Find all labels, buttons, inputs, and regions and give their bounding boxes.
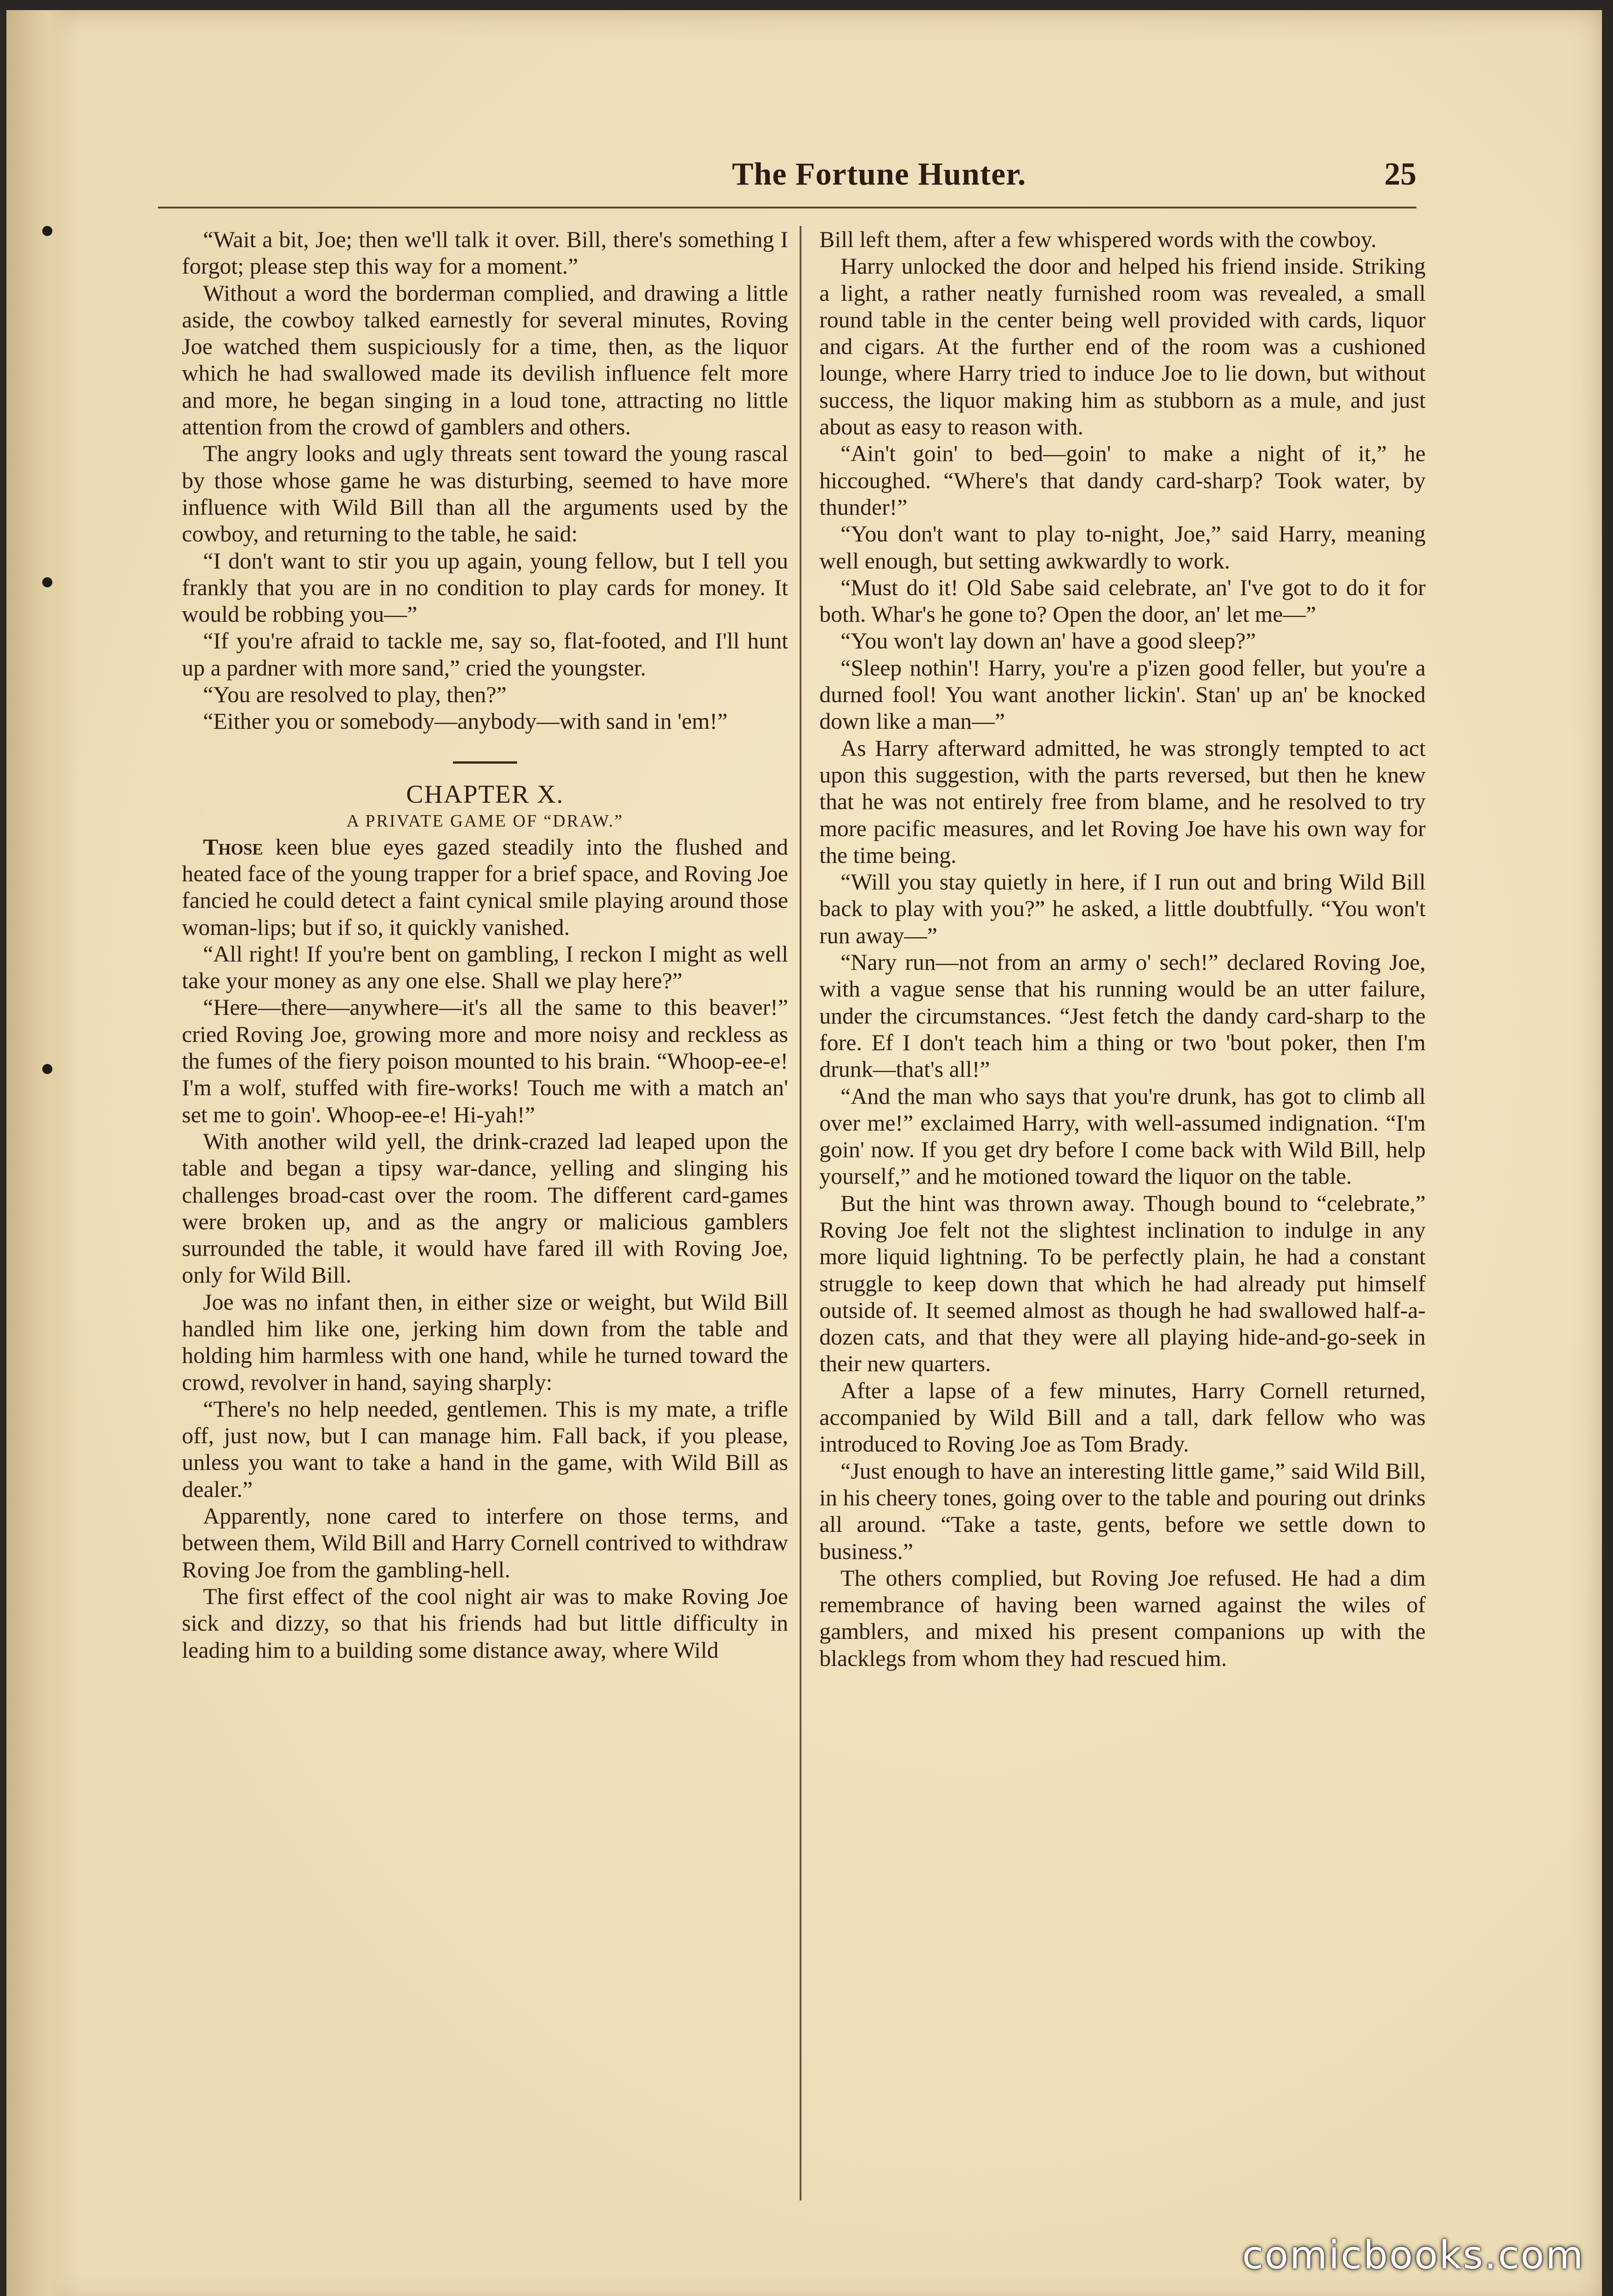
paragraph: “There's no help needed, gentlemen. This is my mate, a trifle off, just now, but I can manage him. Fall back, if you please, unless you want to take a hand in the game, with Wild Bill as dealer.” [182,1396,788,1502]
paragraph: But the hint was thrown away. Though bound to “celebrate,” Roving Joe felt not the slightest inclination to indulge in any more liquid lightning. To be perfectly plain, he had a constant struggle to keep down that which he had already put himself outside of. It seemed almost as though he had swallowed half-a-dozen cats, and that they were all playing hide-and-go-seek in their new quarters. [819,1190,1426,1377]
paragraph: Apparently, none cared to interfere on those terms, and between them, Wild Bill and Harry Cornell contrived to withdraw Roving Joe from the gambling-hell. [182,1503,788,1582]
paragraph: “You won't lay down an' have a good sleep?” [840,628,1256,654]
binding-hole [42,226,52,236]
running-title: The Fortune Hunter. [732,157,1026,192]
paragraph: The angry looks and ugly threats sent toward the young rascal by those whose game he was disturbing, seemed to have more influence with Wild Bill than all the arguments used by the cowboy, and returning to the table, he said: [182,440,788,547]
chapter-rule [453,761,517,764]
paragraph: Joe was no infant then, in either size or weight, but Wild Bill handled him like one, jerking him down from the table and holding him harmless with one hand, while he turned toward the crowd, revolver in hand, saying sharply: [182,1289,788,1395]
paragraph: “Here—there—anywhere—it's all the same to this beaver!” cried Roving Joe, growing more and more noisy and reckless as the fumes of the fiery poison mounted to his brain. “Whoop-ee-e! I'm a wolf, stuffed with fire-works! Touch me with a match an' set me to goin'. Whoop-ee-e! Hi-yah!” [182,994,788,1127]
chapter-opening-text: keen blue eyes gazed steadily into the flushed and heated face of the young trapper for a brief space, and Roving Joe fancied he could detect a faint cynical smile playing around those woman-lips; but if so, it quickly vanished. [182,833,788,940]
paragraph: “Either you or somebody—anybody—with sand in 'em!” [203,708,728,734]
page-number: 25 [1384,157,1416,192]
book-page [6,10,1602,2296]
paragraph: Harry unlocked the door and helped his friend inside. Striking a light, a rather neatly furnished room was revealed, a small round table in the center being well provided with cards, liquor and cigars. At the further end of the room was a cushioned lounge, where Harry tried to induce Joe to lie down, but without success, the liquor making him as stubborn as a mule, and just about as easy to reason with. [819,253,1426,440]
paragraph: “I don't want to stir you up again, young fellow, but I tell you frankly that you are in no condition to play cards for money. It would be robbing you—” [182,547,788,627]
paragraph: “Sleep nothin'! Harry, you're a p'izen good feller, but you're a durned fool! You want another lickin'. Stan' up an' be knocked down like a man—” [819,654,1426,734]
chapter-heading: CHAPTER X. [406,780,564,809]
column-divider [800,226,801,2200]
paragraph: As Harry afterward admitted, he was strongly tempted to act upon this suggestion, with the parts reversed, but then he knew that he was not entirely free from blame, and he resolved to try more pacific measures, and let Roving Joe have his own way for the time being. [819,735,1426,868]
paragraph: The others complied, but Roving Joe refused. He had a dim remembrance of having been warned against the wiles of gamblers, and mixed his present companions up with the blacklegs from whom they had rescued him. [819,1564,1426,1671]
paragraph: Without a word the borderman complied, and drawing a little aside, the cowboy talked earnestly for several minutes, Roving Joe watched them suspiciously for a time, then, as the liquor which he had swallowed made its devilish influence felt more and more, he began singing in a loud tone, attracting no little attention from the crowd of gamblers and others. [182,280,788,440]
paragraph: “Wait a bit, Joe; then we'll talk it over. Bill, there's something I forgot; please step this way for a moment.” [182,226,788,279]
header-rule [158,207,1416,208]
binding-hole [42,577,52,587]
paragraph: Bill left them, after a few whispered words with the cowboy. [819,226,1377,252]
paragraph: “If you're afraid to tackle me, say so, flat-footed, and I'll hunt up a pardner with more sand,” cried the youngster. [182,628,788,681]
paragraph: “Must do it! Old Sabe said celebrate, an' I've got to do it for both. Whar's he gone to? Open the door, an' let me—” [819,574,1426,627]
chapter-subtitle: A PRIVATE GAME OF “DRAW.” [346,811,624,831]
paragraph: “Will you stay quietly in here, if I run out and bring Wild Bill back to play with you?” he asked, a little doubtfully. “You won't run away—” [819,869,1426,948]
paragraph: “Ain't goin' to bed—goin' to make a night of it,” he hiccoughed. “Where's that dandy card-sharp? Took water, by thunder!” [819,440,1426,520]
paragraph: “And the man who says that you're drunk, has got to climb all over me!” exclaimed Harry, with well-assumed indignation. “I'm goin' now. If you get dry before I come back with Wild Bill, help yourself,” and he motioned toward the liquor on the table. [819,1083,1426,1189]
paragraph: With another wild yell, the drink-crazed lad leaped upon the table and began a tipsy war-dance, yelling and slinging his challenges broad-cast over the room. The different card-games were broken up, and as the angry or malicious gamblers surrounded the table, it would have fared ill with Roving Joe, only for Wild Bill. [182,1128,788,1288]
paragraph: After a lapse of a few minutes, Harry Cornell returned, accompanied by Wild Bill and a tall, dark fellow who was introduced to Roving Joe as Tom Brady. [819,1377,1426,1457]
chapter-first-word: Those [203,833,263,860]
paragraph: “Nary run—not from an army o' sech!” declared Roving Joe, with a vague sense that his running would be an utter failure, under the circumstances. “Jest fetch the dandy card-sharp to the fore. Ef I don't teach him a thing or two 'bout poker, then I'm drunk—that's all!” [819,949,1426,1082]
binding-hole [42,1064,52,1074]
paragraph: The first effect of the cool night air was to make Roving Joe sick and dizzy, so that his friends had but little difficulty in leading him to a building some distance away, where Wild [182,1583,788,1663]
right-column [819,226,1426,1671]
paragraph: “You are resolved to play, then?” [203,681,507,708]
paragraph: “You don't want to play to-night, Joe,” said Harry, meaning well enough, but setting awkwardly to work. [819,521,1426,574]
paragraph: “Just enough to have an interesting little game,” said Wild Bill, in his cheery tones, going over to the table and pouring out drinks all around. “Take a taste, gents, before we settle down to business.” [819,1458,1426,1564]
page-gutter [6,10,75,2296]
watermark: comicbooks.com [1242,2233,1585,2278]
paragraph: “All right! If you're bent on gambling, I reckon I might as well take your money as any one else. Shall we play here?” [182,940,788,994]
left-column [182,226,788,1663]
chapter-opening-paragraph [182,833,788,940]
